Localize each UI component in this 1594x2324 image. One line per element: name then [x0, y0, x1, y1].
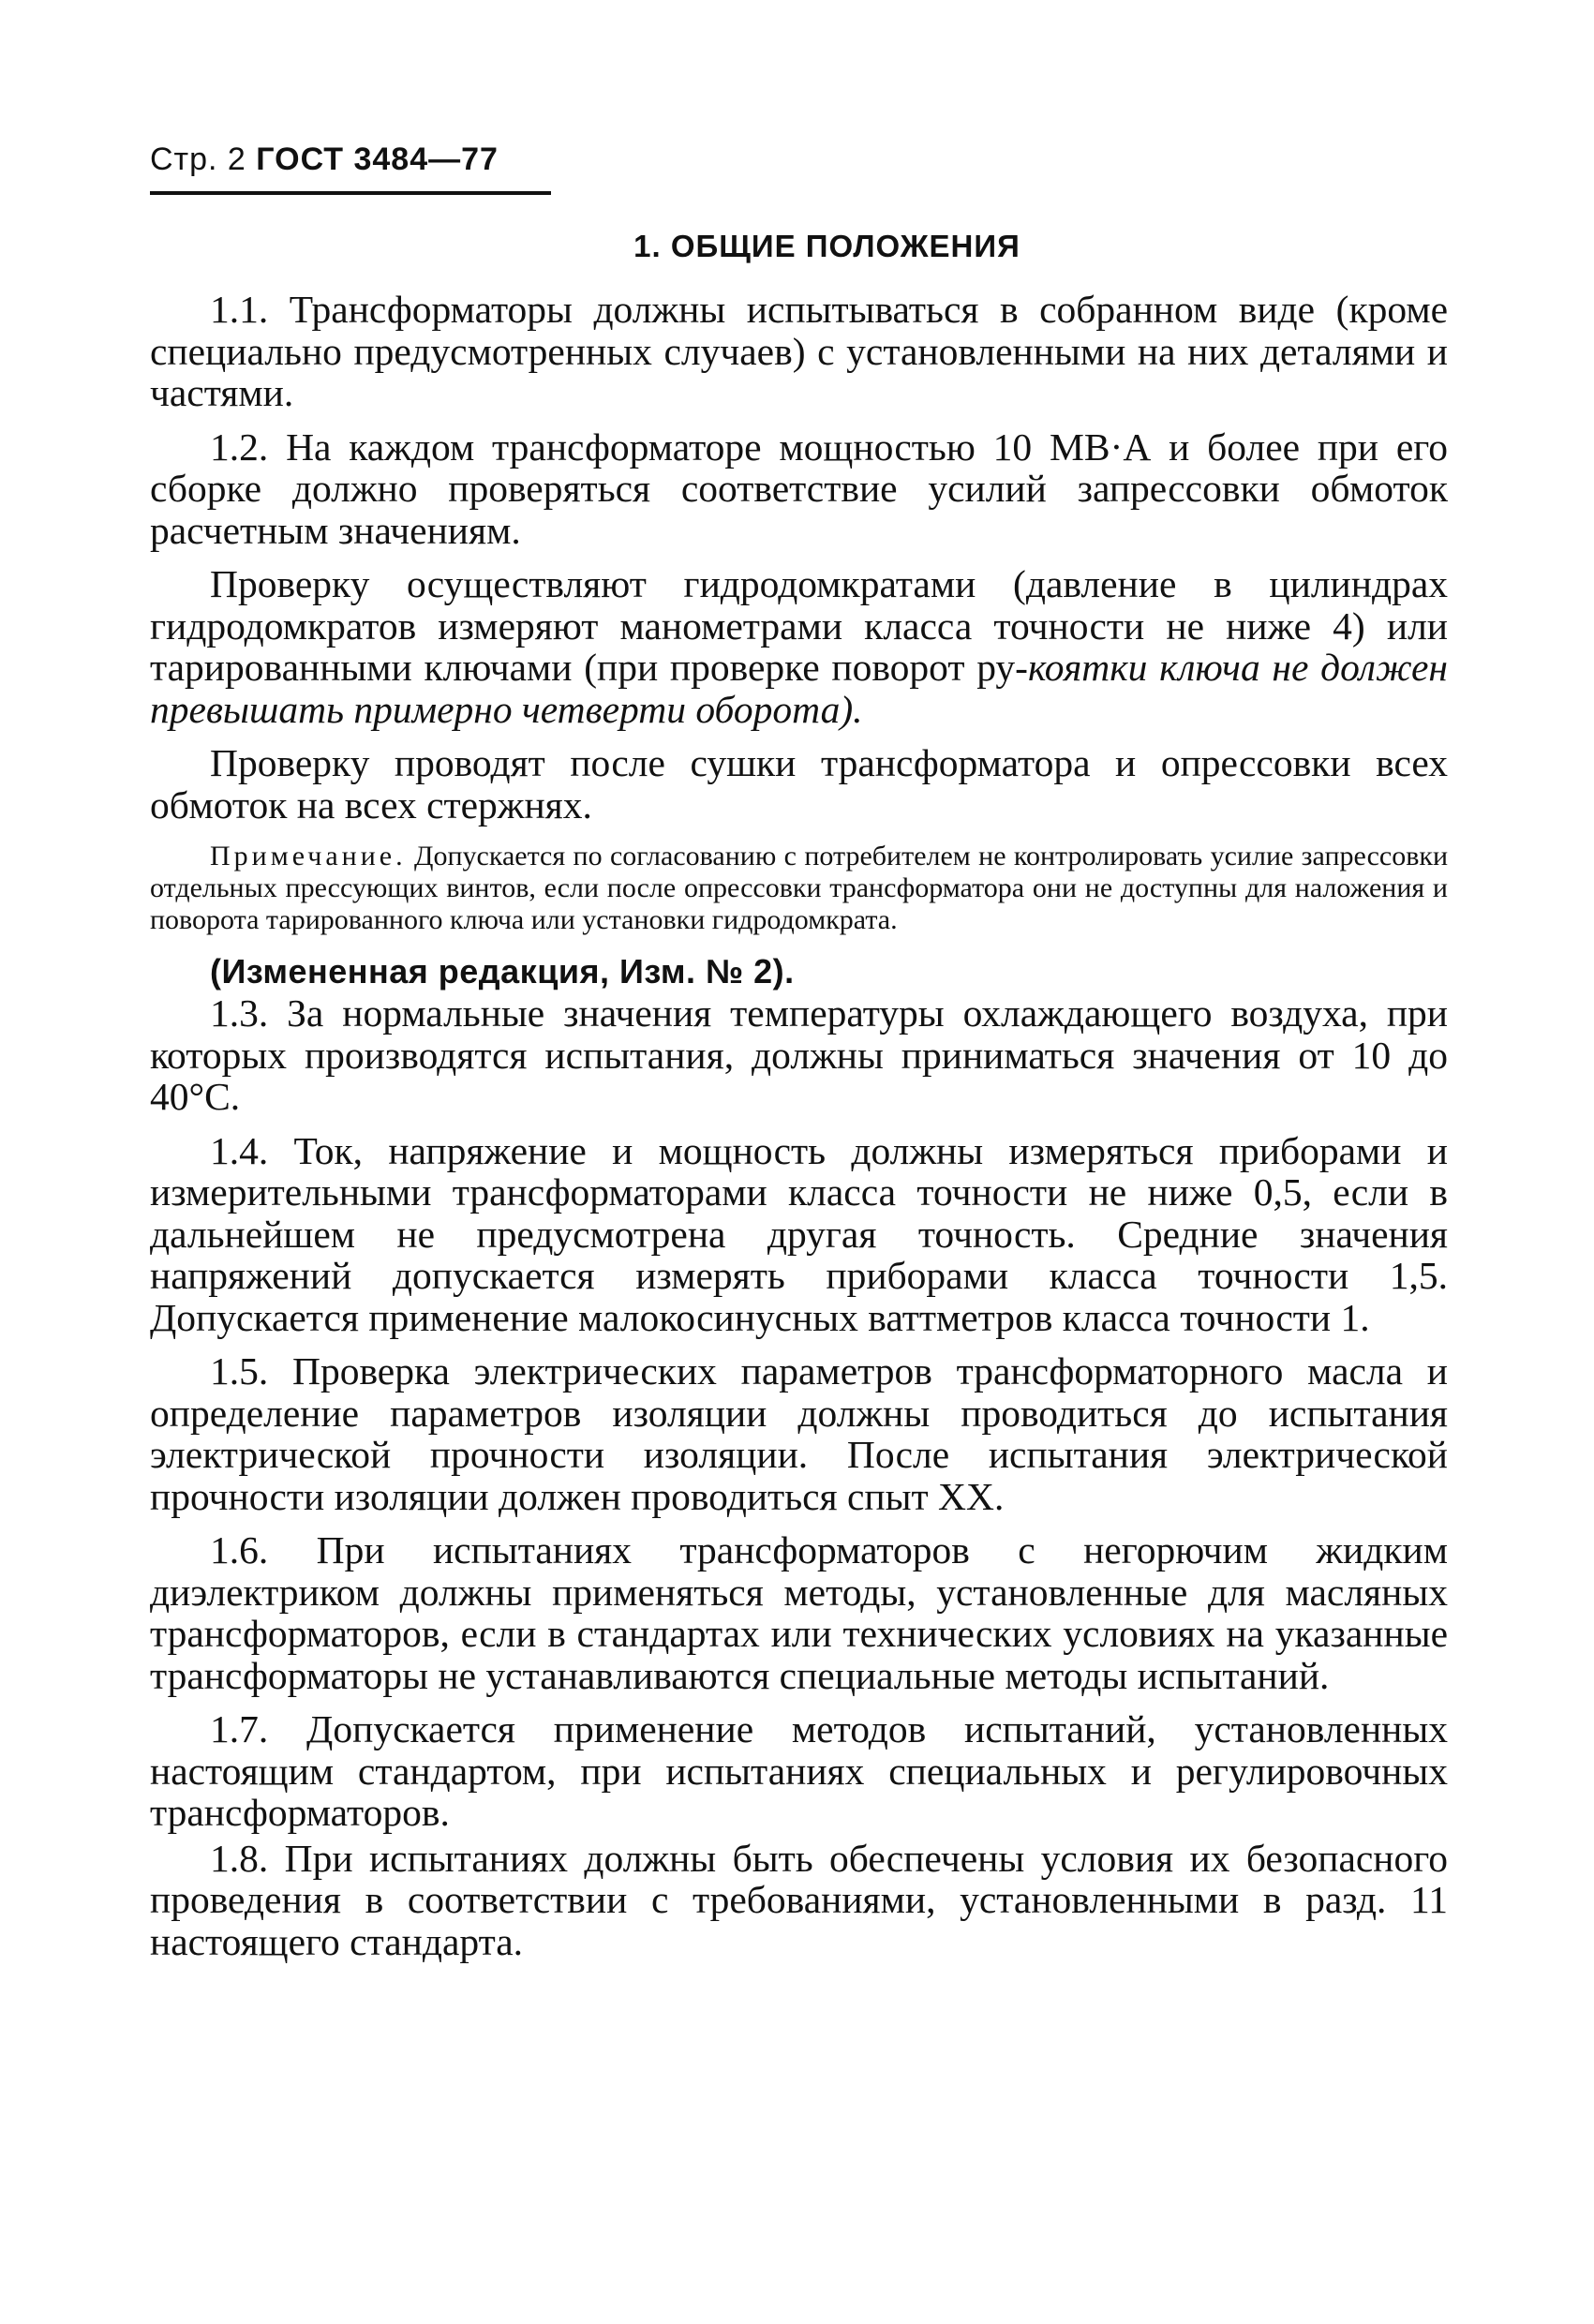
amendment-note: (Измененная редакция, Изм. № 2). [210, 952, 795, 991]
clause-1-8: 1.8. При испытаниях должны быть обеспечены условия их безопасного проведения в соответствии с требованиями, установленными в разд. 11 настоящего стандарта. [150, 1836, 1448, 1963]
clause-1-2-verification [150, 563, 1448, 730]
page-number: Стр. 2 [150, 142, 246, 177]
running-head [150, 141, 1448, 178]
clause-1-4: 1.4. Ток, напряжение и мощность должны измеряться приборами и измерительными трансформаторами класса точности не ниже 0,5, если в дальнейшем не предусмотрена другая точность. Средние значения напряжений допускается измерять приборами класса точности 1,5. Допускается применение малокосинусных ваттметров класса точности 1. [150, 1128, 1448, 1339]
document-page [150, 141, 1448, 1962]
clause-1-1: 1.1. Трансформаторы должны испытываться в собранном виде (кроме специально предусмотренных случаев) с установленными на них деталями и частями. [150, 288, 1448, 414]
header-rule [150, 191, 551, 195]
verification-text: Проверку осуществляют гидродомкратами (давление в цилиндрах гидродомкратов измеряют манометрами класса точности не ниже 4) или тарированными ключами (при проверке поворот ру- [150, 562, 1448, 689]
clause-1-2: 1.2. На каждом трансформаторе мощностью 10 МВ·А и более при его сборке должно проверяться соответствие усилий запрессовки обмоток расчетным значениям. [150, 425, 1448, 552]
verification-text-italic: коятки ключа не должен превышать примерно четверти оборота). [150, 646, 1449, 731]
clause-1-6: 1.6. При испытаниях трансформаторов с негорючим жидким диэлектриком должны применяться методы, установленные для масляных трансформаторов, если в стандартах или технических условиях на указанные трансформаторы не устанавливаются специальные методы испытаний. [150, 1528, 1448, 1697]
note-label: Примечание. [210, 841, 407, 872]
clause-1-5: 1.5. Проверка электрических параметров трансформаторного масла и определение параметров изоляции должны проводиться до испытания электрической прочности изоляции. После испытания электрической прочности изоляции должен проводиться спыт XX. [150, 1349, 1448, 1518]
clause-1-7: 1.7. Допускается применение методов испытаний, установленных настоящим стандартом, при испытаниях специальных и регулировочных трансформаторов. [150, 1707, 1448, 1834]
clause-1-3: 1.3. За нормальные значения температуры охлаждающего воздуха, при которых производятся испытания, должны приниматься значения от 10 до 40°С. [150, 991, 1448, 1118]
standard-designation: ГОСТ 3484—77 [256, 142, 499, 177]
clause-1-2-after: Проверку проводят после сушки трансформатора и опрессовки всех обмоток на всех стержнях. [150, 741, 1448, 827]
section-title: 1. ОБЩИЕ ПОЛОЖЕНИЯ [633, 229, 1020, 263]
note [150, 841, 1448, 936]
note-text: Допускается по согласованию с потребителем не контролировать усилие запрессовки отдельных прессующих винтов, если после опрессовки трансформатора они не доступны для наложения и поворота тарированного ключа или установки гидродомкрата. [150, 841, 1448, 935]
